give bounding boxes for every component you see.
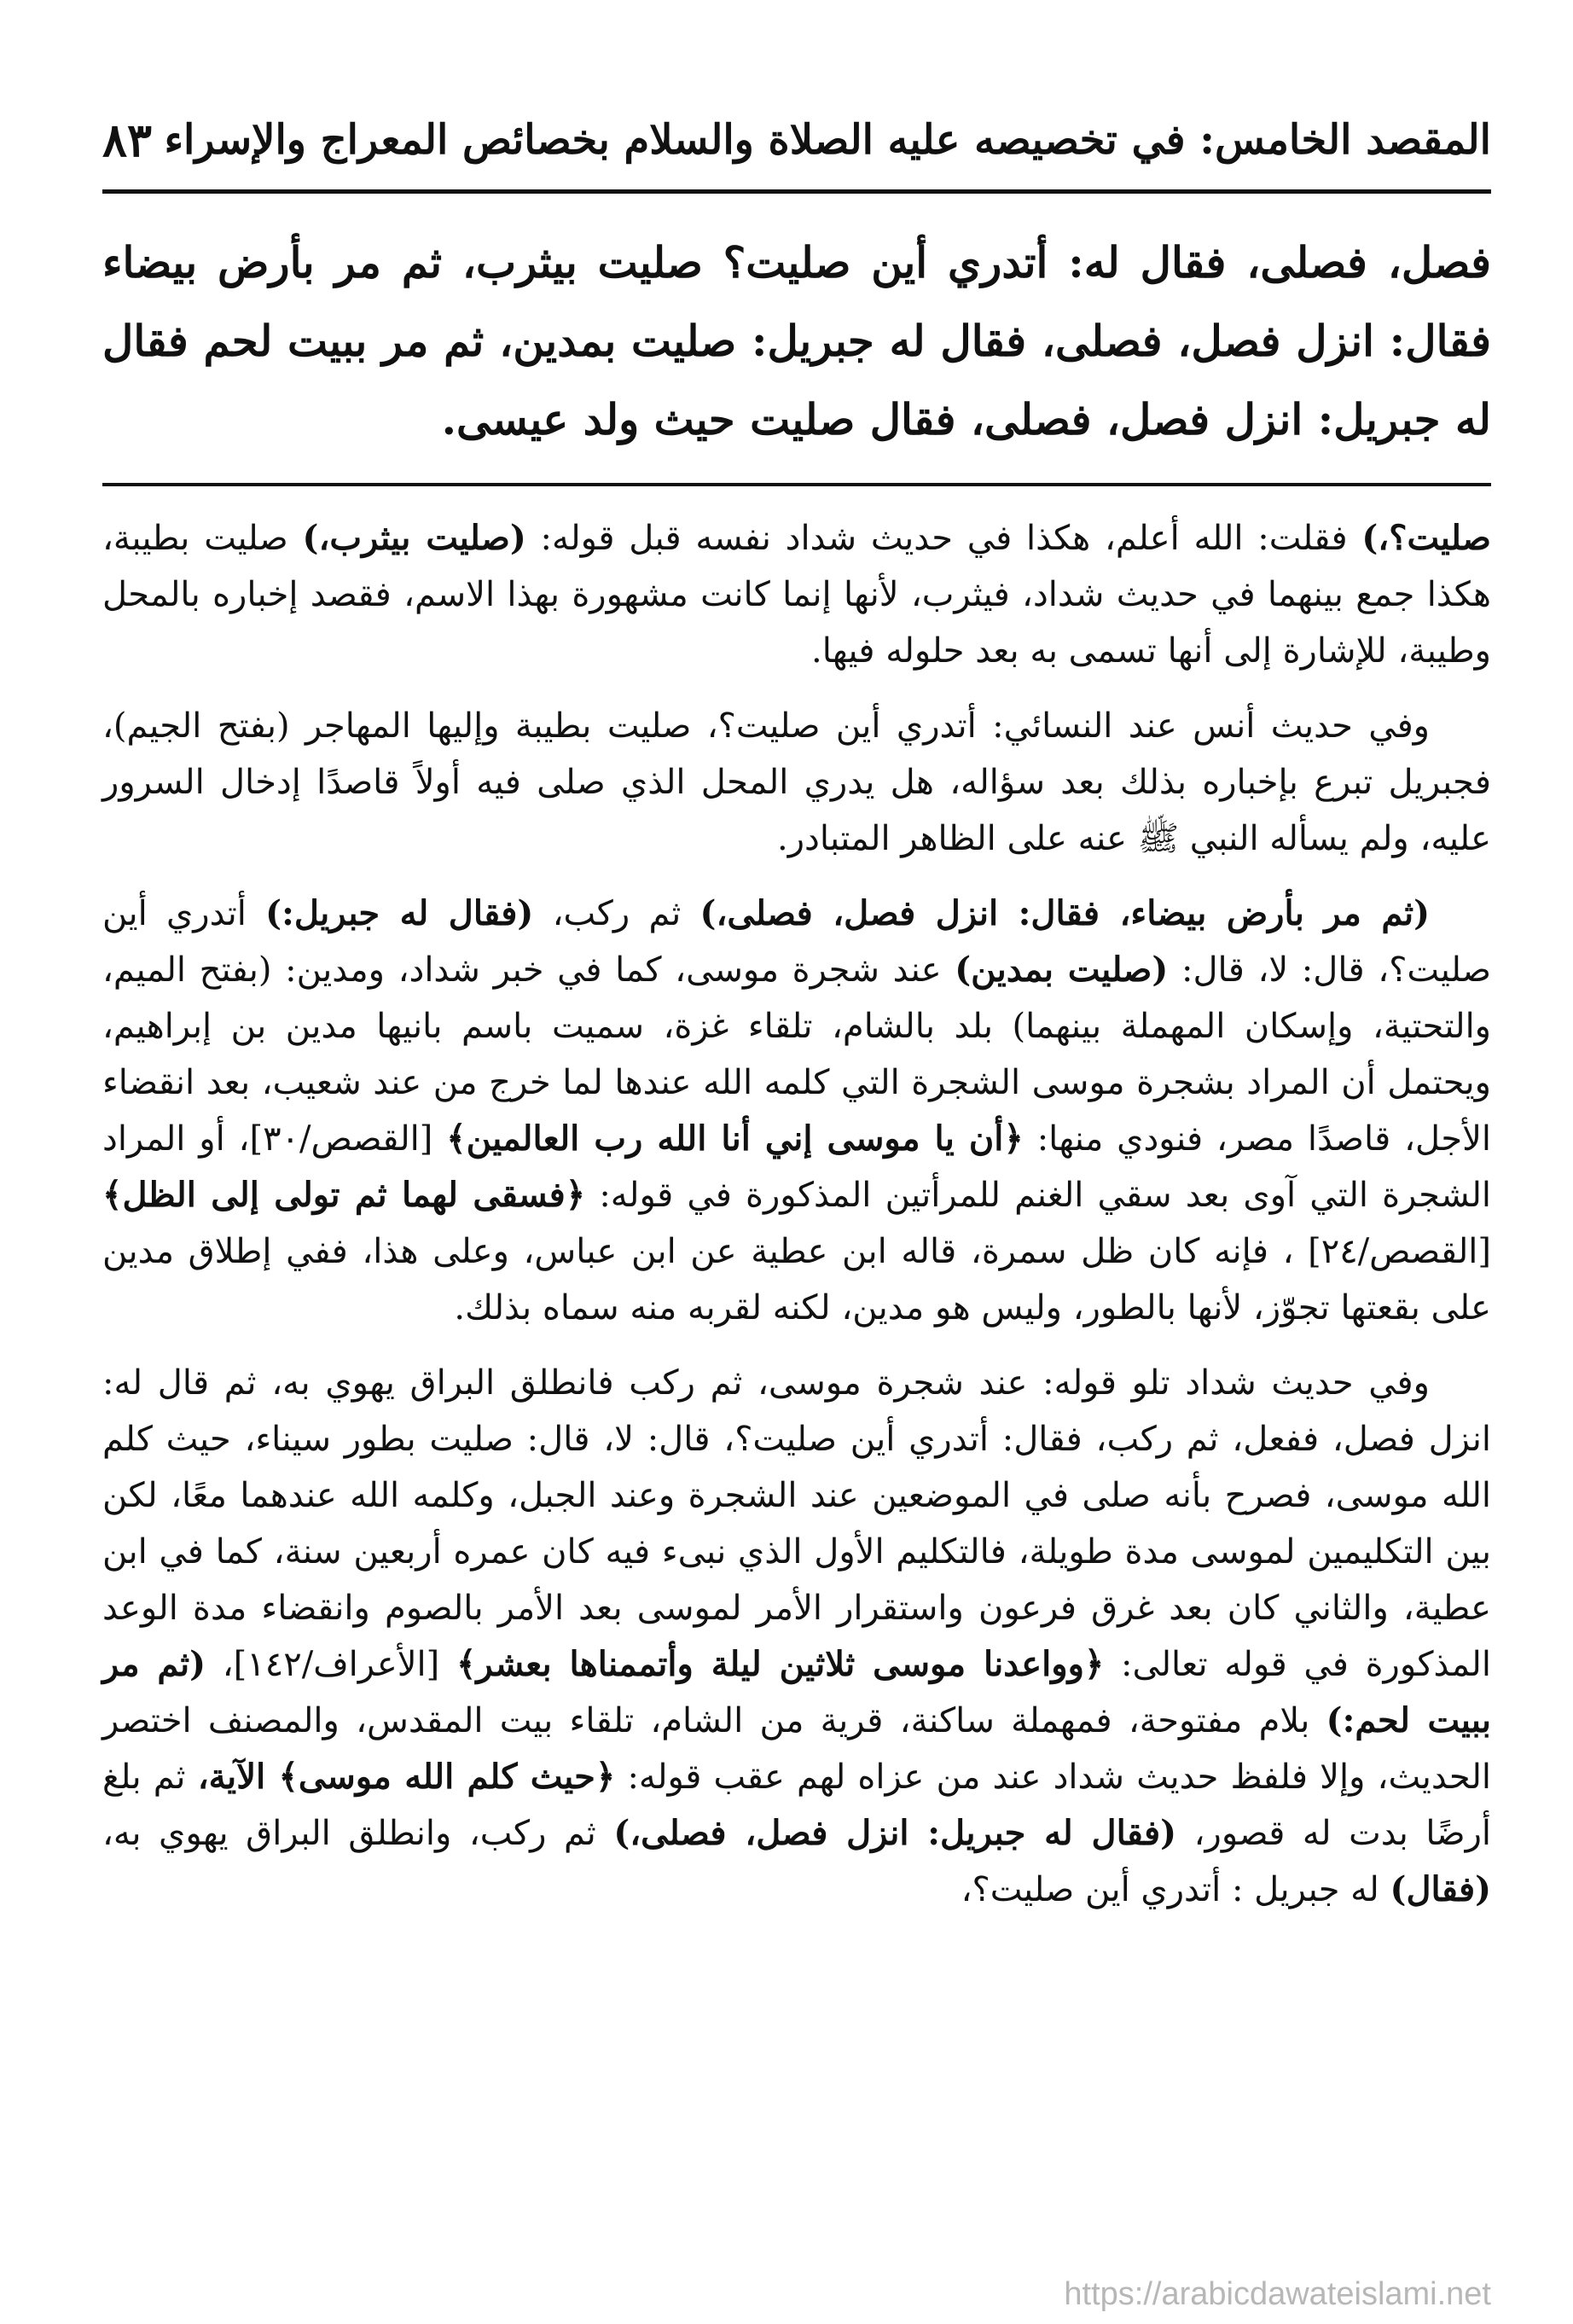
commentary-text: صليت بطيبة، هكذا جمع بينهما في حديث شداد، فيثرب، لأنها إنما كانت مشهورة بهذا الاسم، فقصد إخباره بالمحل وطيبة، للإشارة إلى أنها تسمى به بعد حلوله فيها.: [102, 519, 1491, 671]
commentary-text: بلام مفتوحة، فمهملة ساكنة، قرية من الشام، تلقاء بيت المقدس، والمصنف اختصر الحديث، وإلا فلفظ حديث شداد عند من عزاه لهم عقب قوله:: [102, 1701, 1491, 1797]
page-number: ٨٣: [102, 113, 153, 167]
commentary-text: ثم بلغ أرضًا بدت له قصور،: [102, 1758, 1492, 1853]
page-header: [102, 101, 1491, 186]
commentary-text: أتدري أين صليت؟، قال: لا، قال:: [102, 894, 1491, 990]
quoted-text: صليت؟،): [1361, 518, 1491, 558]
commentary-paragraph: [102, 510, 1491, 679]
quoted-text: (صليت بمدين): [955, 950, 1169, 990]
quoted-text: (ثم مر ببيت لحم:): [102, 1644, 1492, 1740]
quoted-text: ﴿وواعدنا موسى ثلاثين ليلة وأتممناها بعشر﴾: [456, 1644, 1105, 1684]
quoted-text: ﴿حيث كلم الله موسى﴾ الآية،: [197, 1757, 616, 1797]
commentary: [102, 510, 1491, 1937]
commentary-paragraph: [102, 886, 1491, 1336]
commentary-text: [القصص/٣٠]، أو المراد الشجرة التي آوى بعد سقي الغنم للمرأتين المذكورة في قوله:: [102, 1119, 1491, 1215]
commentary-text: ثم ركب،: [533, 894, 700, 933]
quoted-text: (فقال): [1390, 1869, 1491, 1909]
commentary-text: وفي حديث شداد تلو قوله: عند شجرة موسى، ثم ركب فانطلق البراق يهوي به، ثم قال له: انزل فصل، ففعل، ثم ركب، فقال: أتدري أين صليت؟، قال: لا، قال: صليت بطور سيناء، حيث كلم الله موسى، فصرح بأنه صلى في الموضعين عند الشجرة وعند الجبل، وكلمه الله عندهما معًا، لكن بين التكليمين لموسى مدة طويلة، فالتكليم الأول الذي نبىء فيه كان عمره أربعين سنة، كما في ابن عطية، والثاني كان بعد غرق فرعون واستقرار الأمر لموسى بعد الأمر بالصوم وانقضاء مدة الوعد المذكورة في قوله تعالى:: [102, 1363, 1491, 1684]
commentary-paragraph: [102, 1355, 1491, 1918]
commentary-text: وفي حديث أنس عند النسائي: أتدري أين صليت؟، صليت بطيبة وإليها المهاجر (بفتح الجيم)، فجبريل تبرع بإخباره بذلك بعد سؤاله، هل يدري المحل الذي صلى فيه أولاً قاصدًا إدخال السرور عليه، ولم يسأله النبي ﷺ عنه على الظاهر المتبادر.: [102, 706, 1492, 858]
commentary-paragraph: [102, 698, 1491, 867]
commentary-text: عند شجرة موسى، كما في خبر شداد، ومدين: (بفتح الميم، والتحتية، وإسكان المهملة بينهما) بلد بالشام، تلقاء غزة، سميت باسم بانيها مدين بن إبراهيم، ويحتمل أن المراد بشجرة موسى الشجرة التي كلمه الله عندها لما خرج من عند شعيب، بعد انقضاء الأجل، قاصدًا مصر، فنودي منها:: [102, 950, 1492, 1159]
quoted-text: (ثم مر بأرض بيضاء، فقال: انزل فصل، فصلى،): [699, 893, 1431, 933]
running-title: المقصد الخامس: في تخصيصه عليه الصلاة والسلام بخصائص المعراج والإسراء: [164, 116, 1491, 164]
watermark-url: https://arabicdawateislami.net: [1064, 2276, 1491, 2312]
quoted-text: ﴿أن يا موسى إني أنا الله رب العالمين﴾: [446, 1118, 1024, 1159]
commentary-text: ثم ركب، وانطلق البراق يهوي به،: [102, 1814, 614, 1853]
quoted-text: (فقال له جبريل:): [265, 893, 534, 933]
quoted-text: ﴿فسقى لهما ثم تولى إلى الظل﴾: [102, 1175, 586, 1215]
header-divider: [102, 189, 1491, 194]
commentary-text: فقلت: الله أعلم، هكذا في حديث شداد نفسه قبل قوله:: [525, 519, 1362, 558]
quoted-text: (فقال له جبريل: انزل فصل، فصلى،): [613, 1813, 1177, 1853]
main-text: [102, 224, 1491, 459]
quoted-text: (صليت بيثرب،): [302, 518, 526, 558]
main-paragraph: فصل، فصلى، فقال له: أتدري أين صليت؟ صليت بيثرب، ثم مر بأرض بيضاء فقال: انزل فصل، فصلى، فقال له جبريل: صليت بمدين، ثم مر ببيت لحم فقال له جبريل: انزل فصل، فصلى، فقال صليت حيث ولد عيسى.: [102, 237, 1491, 444]
commentary-text: له جبريل : أتدري أين صليت؟،: [961, 1870, 1390, 1909]
commentary-text: [الأعراف/١٤٢]،: [206, 1645, 456, 1684]
commentary-text: [القصص/٢٤] ، فإنه كان ظل سمرة، قاله ابن عطية عن ابن عباس، وعلى هذا، ففي إطلاق مدين على بقعتها تجوّز، لأنها بالطور، وليس هو مدين، لكنه لقربه منه سماه بذلك.: [102, 1232, 1491, 1328]
footnote-divider: [102, 483, 1491, 486]
